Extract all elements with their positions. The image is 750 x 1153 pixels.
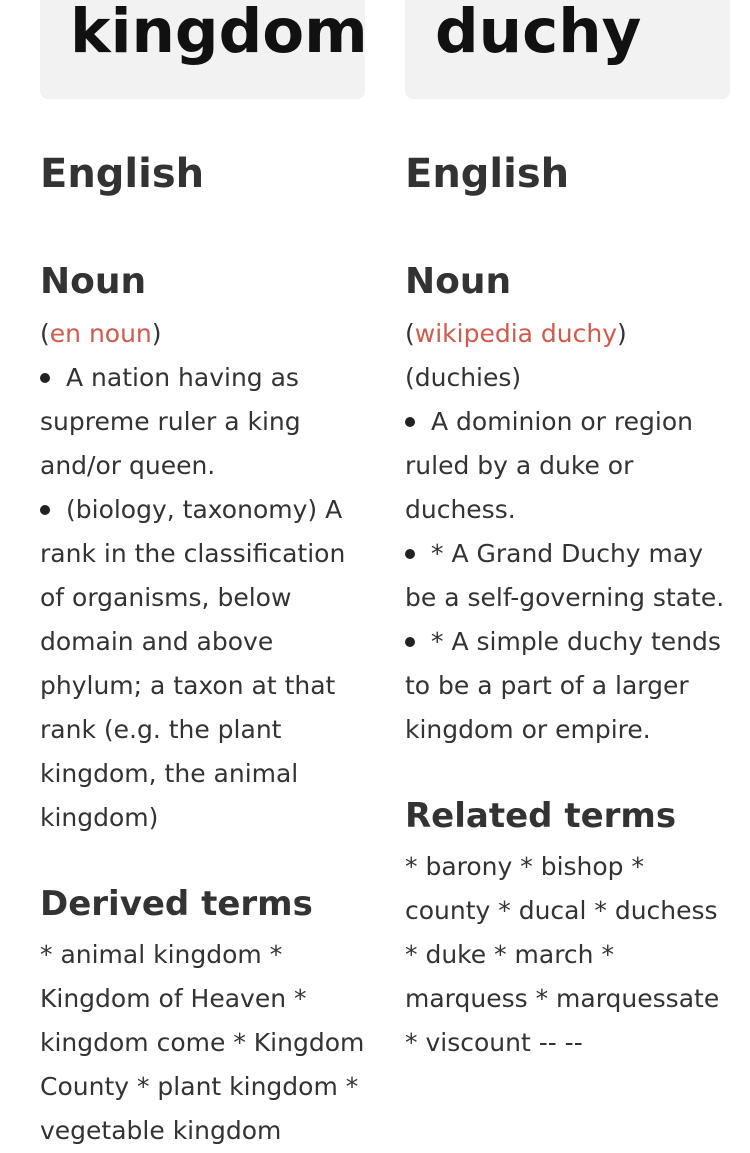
left-column: [40, 0, 368, 1145]
derived-terms-text: * animal kingdom * Kingdom of Heaven * kingdom come * Kingdom County * plant kingdom * vegetable kingdom: [40, 940, 365, 1145]
sense-item: [405, 532, 730, 620]
sense-text: (biology, taxonomy) A rank in the classification of organisms, below domain and above phylum; a taxon at that rank (e.g. the plant kingdom, the animal kingdom): [40, 495, 346, 832]
word-header-box: [405, 0, 730, 99]
related-terms-text: * barony * bishop * county * ducal * duchess * duke * march * marquess * marquessate * viscount -- --: [405, 852, 720, 1057]
language-heading: English: [40, 151, 205, 197]
template-link[interactable]: en noun: [49, 319, 152, 348]
bullet-icon: [405, 549, 415, 559]
template-link[interactable]: wikipedia duchy: [414, 319, 618, 348]
sense-item: [405, 400, 730, 532]
part-of-speech-heading: Noun: [405, 261, 512, 302]
template-line: (en noun): [40, 319, 162, 348]
definition-block: [405, 312, 730, 752]
sense-text: * A Grand Duchy may be a self-governing state.: [405, 539, 725, 612]
plural-form: (duchies): [405, 363, 522, 392]
headword: kingdom: [70, 0, 368, 67]
right-column: [405, 0, 730, 1057]
sense-item: [40, 488, 365, 840]
sense-item: [40, 356, 365, 488]
bullet-icon: [40, 373, 50, 383]
sense-text: A dominion or region ruled by a duke or duchess.: [405, 407, 693, 524]
sense-text: A nation having as supreme ruler a king and/or queen.: [40, 363, 301, 480]
part-of-speech-heading: Noun: [40, 261, 147, 302]
template-line: (wikipedia duchy): [405, 319, 627, 348]
headword: duchy: [435, 0, 642, 67]
bullet-icon: [405, 417, 415, 427]
related-terms-heading: Related terms: [405, 796, 677, 836]
language-heading: English: [405, 151, 570, 197]
sense-item: [405, 620, 730, 752]
sense-text: * A simple duchy tends to be a part of a larger kingdom or empire.: [405, 627, 721, 744]
definition-block: [40, 312, 365, 840]
word-header-box: [40, 0, 368, 99]
bullet-icon: [405, 637, 415, 647]
derived-terms-heading: Derived terms: [40, 884, 313, 924]
bullet-icon: [40, 505, 50, 515]
